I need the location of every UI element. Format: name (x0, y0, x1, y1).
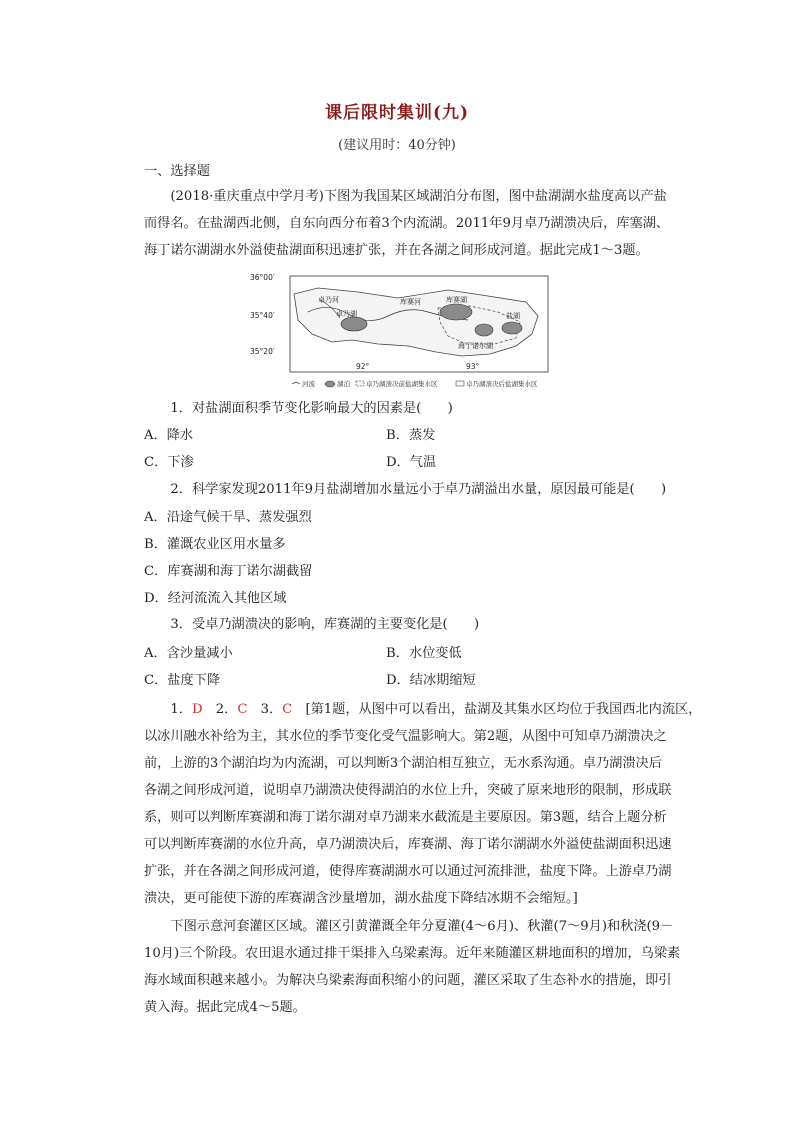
legend-river-symbol (292, 383, 300, 385)
answer-key-1: D (191, 702, 203, 717)
q2-option-b: B．灌溉农业区用水量多 (144, 537, 286, 552)
answer-num-1: 1． (170, 702, 192, 717)
q3-option-b: B．水位变低 (386, 646, 462, 661)
q3-option-d: D．结冰期缩短 (386, 673, 476, 688)
q1-option-b: B．蒸发 (386, 428, 436, 443)
answer-line4: 各湖之间形成河道，说明卓乃湖溃决使得湖泊的水位上升，突破了原来地形的限制，形成联 (144, 783, 672, 798)
place-label: 卓乃湖 (336, 310, 357, 318)
lake-kusai (440, 304, 472, 320)
answer-line1 (144, 697, 702, 724)
page-title: 课后限时集训(九) (324, 103, 470, 123)
q2-option-a: A．沿途气候干旱、蒸发强烈 (144, 510, 312, 525)
answer-key-3: C (282, 702, 293, 717)
q2-option-c: C．库赛湖和海丁诺尔湖截留 (144, 564, 313, 579)
intro1-line2: 而得名。在盐湖西北侧，自东向西分布着3个内流湖。2011年9月卓乃湖溃决后，库塞湖、 (144, 216, 670, 231)
question-2-stem: 2．科学家发现2011年9月盐湖增加水量远小于卓乃湖溢出水量，原因最可能是( ) (170, 482, 667, 497)
intro2-line4: 黄入海。据此完成4～5题。 (144, 1000, 306, 1015)
legend-label: 湖泊 (337, 380, 350, 388)
answer-line8: 溃决，更可能使下游的库赛湖含沙量增加，湖水盐度下降结冰期不会缩短。] (144, 891, 578, 906)
legend-before-symbol (356, 381, 364, 386)
lat-label: 36°00′ (250, 273, 275, 282)
answer-line7: 扩张，并在各湖之间形成河道，使得库赛湖湖水可以通过河流排泄，盐度下降。上游卓乃湖 (144, 864, 672, 879)
answer-line3: 前，上游的3个湖泊均为内流湖，可以判断3个湖泊相互独立，无水系沟通。卓乃湖溃决后 (144, 756, 662, 771)
question-1-stem: 1．对盐湖面积季节变化影响最大的因素是( ) (170, 401, 453, 416)
place-label: 库赛河 (400, 298, 421, 306)
q3-option-c: C．盐度下降 (144, 673, 221, 688)
legend-after-symbol (456, 381, 464, 386)
legend-label: 卓乃湖溃决前盐湖集水区 (366, 380, 438, 388)
lake-yanhu (502, 322, 522, 334)
question-3-stem: 3．受卓乃湖溃决的影响，库赛湖的主要变化是( ) (170, 617, 480, 632)
lake-map (248, 272, 558, 392)
answer-explanation-start: [第1题，从图中可以看出，盐湖及其集水区均位于我国西北内流区， (305, 702, 702, 717)
place-label: 卓乃河 (318, 296, 339, 304)
answer-num-3: 3． (260, 702, 283, 717)
place-label: 盐湖 (506, 312, 520, 320)
intro2-line1: 下图示意河套灌区区域。灌区引黄灌溉全年分夏灌(4～6月)、秋灌(7～9月)和秋浇(9－ (170, 919, 674, 934)
q3-option-a: A．含沙量减小 (144, 646, 233, 661)
time-suggestion: (建议用时：40分钟) (338, 138, 456, 153)
lon-label: 92° (356, 362, 370, 371)
answer-line6: 可以判断库赛湖的水位升高，卓乃湖溃决后，库赛湖、海丁诺尔湖湖水外溢使盐湖面积迅速 (144, 837, 672, 852)
q1-option-a: A．降水 (144, 428, 194, 443)
q1-option-c: C．下渗 (144, 455, 194, 470)
q2-option-d: D．经河流流入其他区域 (144, 591, 287, 606)
lat-label: 35°40′ (250, 311, 275, 320)
answer-key-2: C (237, 702, 248, 717)
answer-line5: 系，则可以判断库赛湖和海丁诺尔湖对卓乃湖来水截流是主要原因。第3题，结合上题分析 (144, 810, 667, 825)
lon-label: 93° (466, 362, 480, 371)
intro2-line3: 海水域面积越来越小。为解决乌梁素海面积缩小的问题，灌区采取了生态补水的措施，即引 (144, 973, 672, 988)
lake-haidingnuoer (475, 324, 493, 336)
intro1-line1: (2018·重庆重点中学月考)下图为我国某区域湖泊分布图，图中盐湖湖水盐度高以产盐 (170, 189, 667, 204)
intro1-line3: 海丁诺尔湖湖水外溢使盐湖面积迅速扩张，并在各湖之间形成河道。据此完成1～3题。 (144, 243, 649, 258)
legend-lake-symbol (325, 381, 335, 387)
place-label: 海丁诺尔湖 (458, 342, 493, 350)
lake-zhuonai (341, 317, 367, 331)
legend-label: 河流 (302, 380, 315, 388)
section-heading: 一、选择题 (144, 164, 210, 179)
intro2-line2: 10月)三个阶段。农田退水通过排干渠排入乌梁素海。近年来随灌区耕地面积的增加，乌梁素 (144, 946, 681, 961)
answer-line2: 以冰川融水补给为主，其水位的季节变化受气温影响大。第2题，从图中可知卓乃湖溃决之 (144, 729, 667, 744)
place-label: 库赛湖 (446, 296, 467, 304)
legend-label: 卓乃湖溃决后盐湖集水区 (466, 380, 538, 388)
lat-label: 35°20′ (250, 347, 275, 356)
answer-num-2: 2． (215, 702, 238, 717)
q1-option-d: D．气温 (386, 455, 437, 470)
